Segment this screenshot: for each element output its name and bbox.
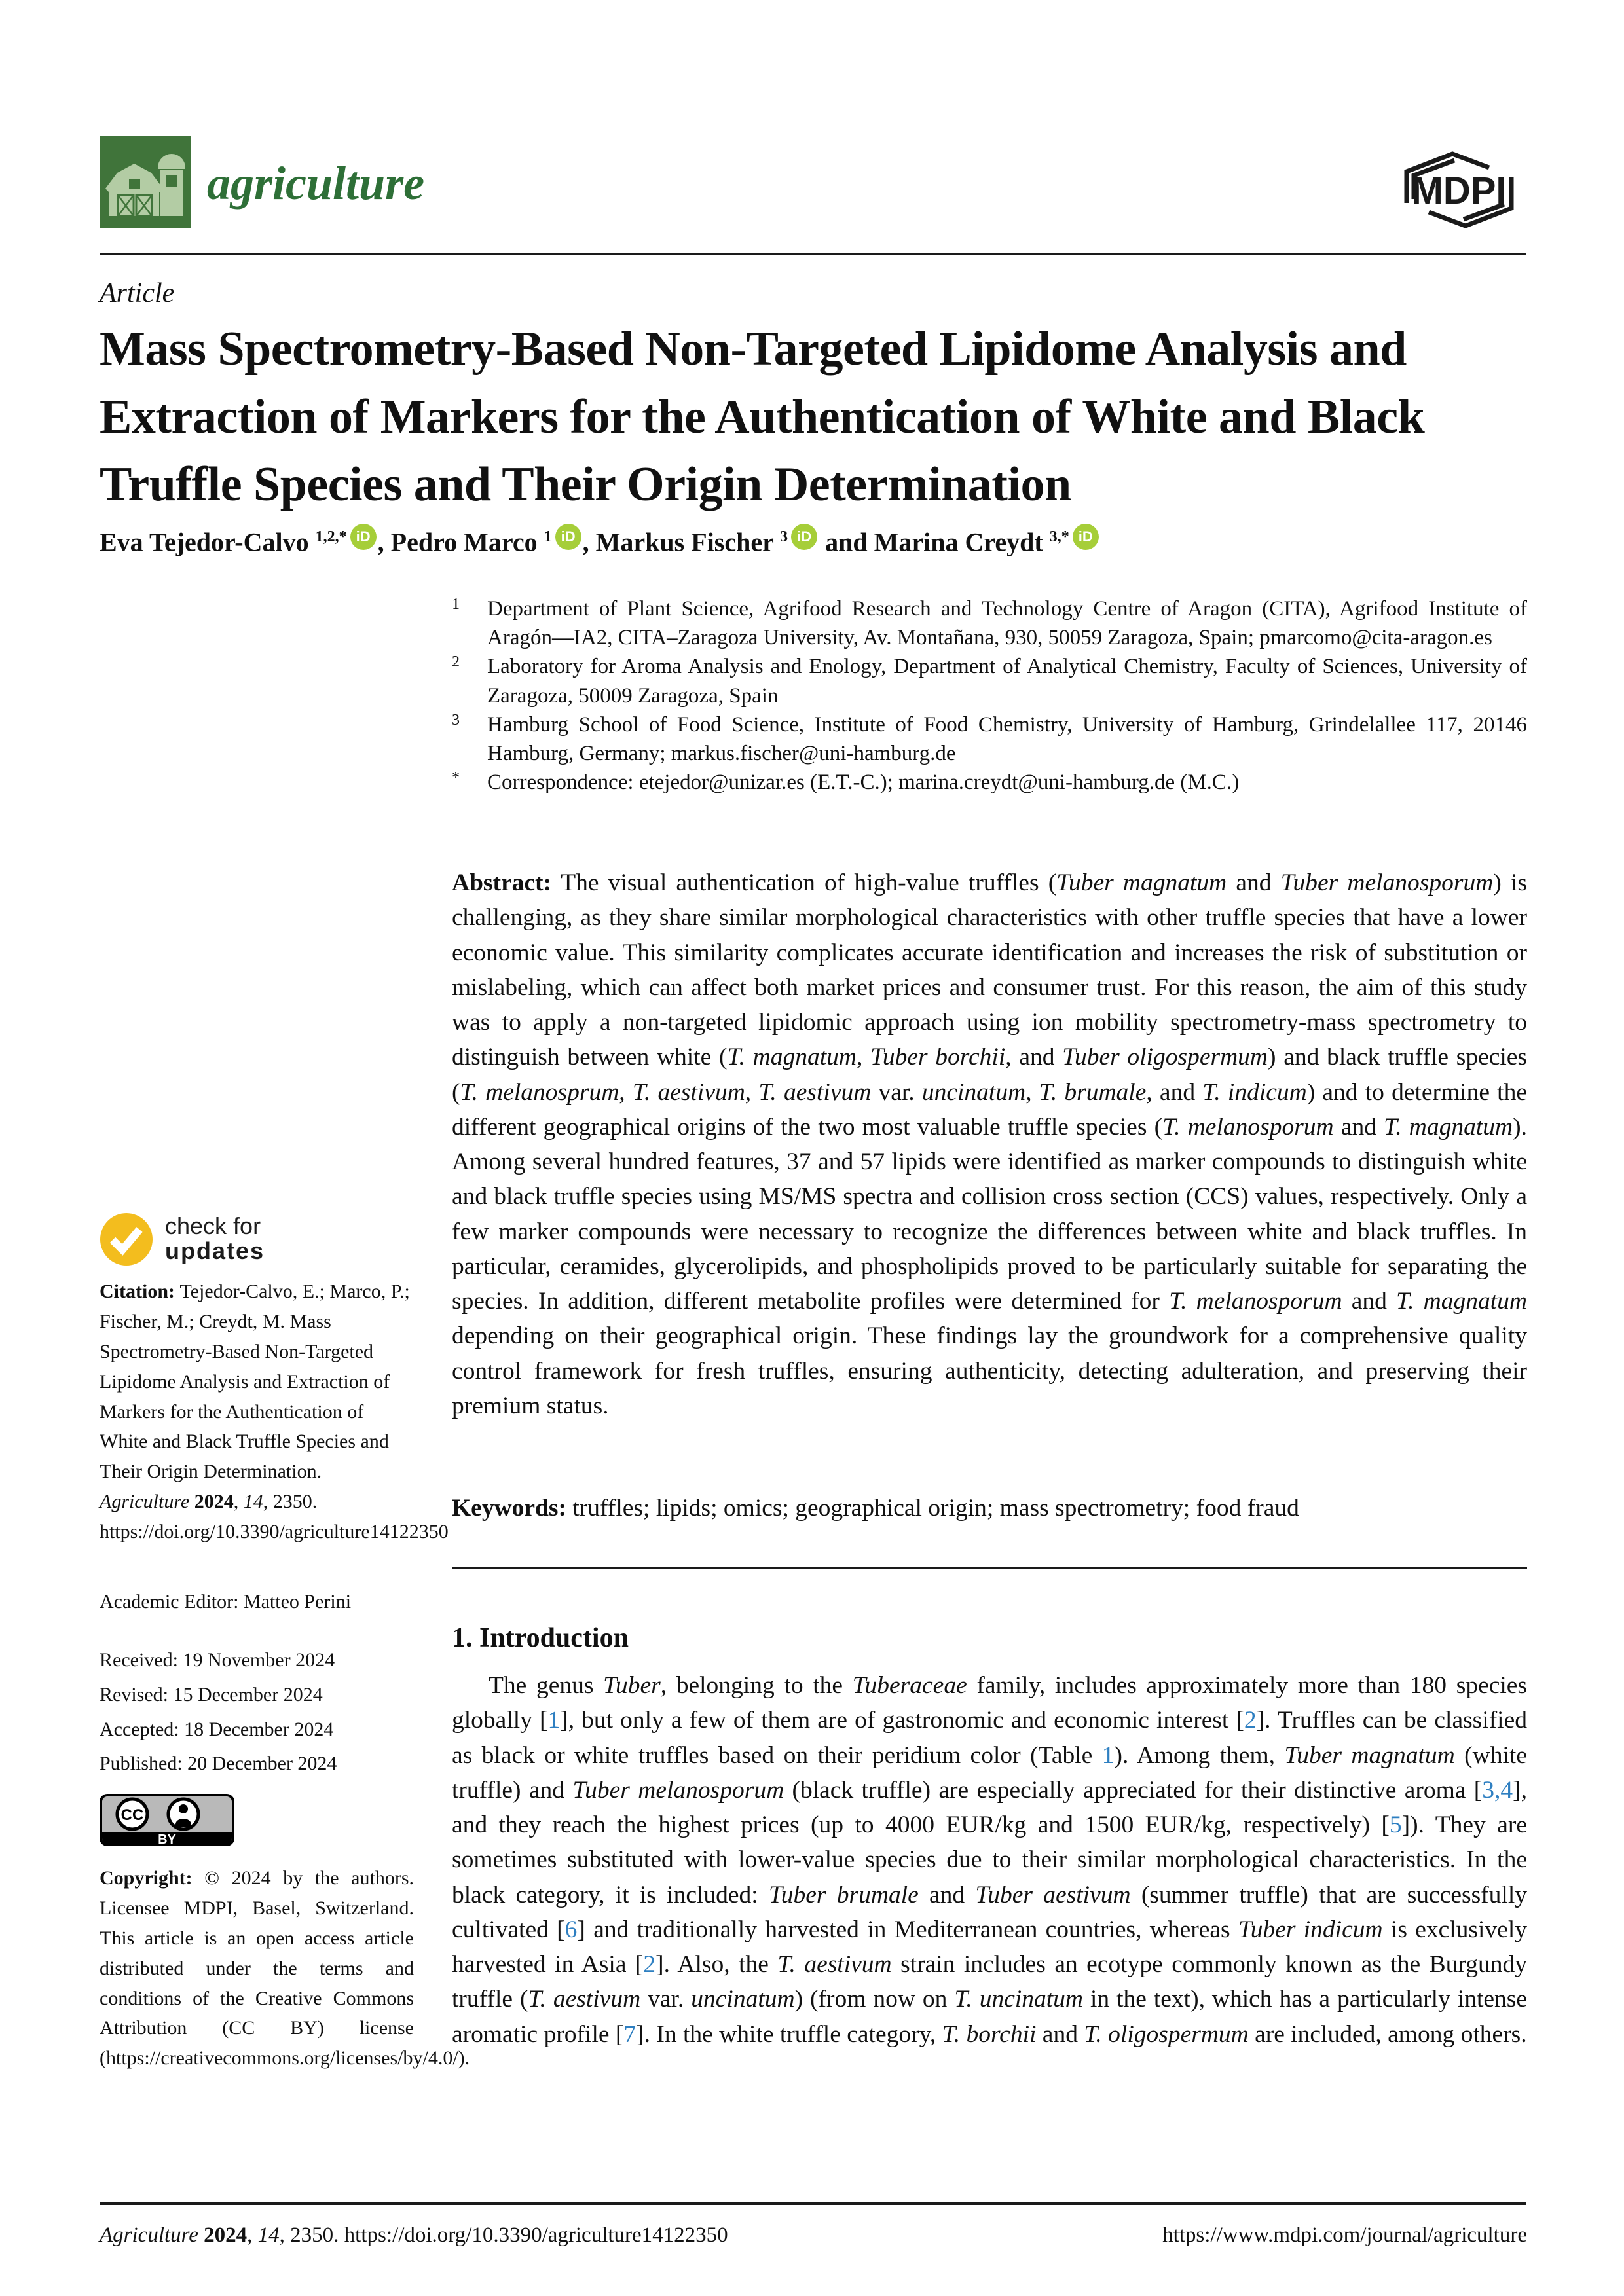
orcid-icon[interactable]: iD [555, 524, 581, 550]
title-line: Truffle Species and Their Origin Determination [100, 458, 1071, 512]
correspondence-text: Correspondence: etejedor@unizar.es (E.T.-C.); marina.creydt@uni-hamburg.de (M.C.) [487, 771, 1240, 795]
cc-letters: CC [120, 1806, 144, 1824]
revised-date: Revised: 15 December 2024 [100, 1683, 323, 1705]
accepted-date: Accepted: 18 December 2024 [100, 1718, 334, 1740]
reference-link[interactable]: 1 [547, 1707, 561, 1734]
agriculture-journal-logo[interactable] [100, 136, 191, 228]
reference-link[interactable]: 2 [1244, 1707, 1257, 1734]
reference-link[interactable]: 2 [643, 1951, 656, 1978]
citation-block: Citation: Tejedor-Calvo, E.; Marco, P.; Fischer, M.; Creydt, M. Mass Spectrometry-Based Non-Targeted Lipidome Analysis and Extraction of Markers for the Authentication of White and Black Truffle Species and Their Origin Determination. Agriculture 2024, 14, 2350. https://doi.org/10.3390/agriculture14122350 [100, 1281, 449, 1543]
affiliations-list [452, 594, 1527, 797]
barn-icon [100, 136, 191, 228]
check-for-label: check for [165, 1212, 261, 1239]
keywords-rule [452, 1567, 1527, 1569]
orcid-icon[interactable]: iD [350, 524, 377, 550]
footer-journal-url[interactable]: https://www.mdpi.com/journal/agriculture [1162, 2223, 1527, 2247]
introduction-paragraph: The genus Tuber, belonging to the Tuberaceae family, includes approximately more than 180 species globally [1], but only a few of them are of gastronomic and economic interest [2]. Truffles can be classified as black or white truffles based on their peridium color (Table 1). Among them, Tuber magnatum (white truffle) and Tuber melanosporum (black truffle) are especially appreciated for their distinctive aroma [3,4], and they reach the highest prices (up to 4000 EUR/kg and 1500 EUR/kg, respectively) [5]). They are sometimes substituted with lower-value species due to their similar morphological characteristics. In the black category, it is included: Tuber brumale and Tuber aestivum (summer truffle) that are successfully cultivated [6] and traditionally harvested in Mediterranean countries, whereas Tuber indicum is exclusively harvested in Asia [2]. Also, the T. aestivum strain includes an ecotype commonly known as the Burgundy truffle (T. aestivum var. uncinatum) (from now on T. uncinatum in the text), which has a particularly intense aromatic profile [7]. In the white truffle category, T. borchii and T. oligospermum are included, among others. [452, 1672, 1528, 2048]
authors-line: Eva Tejedor-Calvo $^{1,2,*}$ iD , Pedro Marco $^1$ iD , Markus Fischer $^3$ iD and Marina Creydt $^{3,*}$ iD [100, 524, 1534, 557]
received-date: Received: 19 November 2024 [100, 1649, 335, 1671]
affiliation-number: 3 [452, 711, 460, 729]
mdpi-wordmark: MDPI [1411, 170, 1507, 212]
reference-link[interactable]: 7 [623, 2020, 637, 2048]
history-dates [100, 1643, 414, 1781]
page-title [100, 316, 1534, 519]
footer-citation: Agriculture 2024, 14, 2350. https://doi.org/10.3390/agriculture14122350 [100, 2223, 728, 2247]
cc-by-license-badge[interactable] [100, 1794, 234, 1846]
reference-link[interactable]: 1 [1101, 1741, 1115, 1769]
academic-editor: Academic Editor: Matteo Perini [100, 1591, 352, 1613]
affiliation-text: Hamburg School of Food Science, Institute of Food Chemistry, University of Hamburg, Grindelallee 117, 20146 Hamburg, Germany; markus.fischer@uni-hamburg.de [487, 712, 1527, 766]
header-rule [100, 253, 1526, 255]
article-type-label: Article [100, 278, 175, 308]
orcid-icon[interactable]: iD [791, 524, 817, 550]
by-letters: BY [158, 1832, 176, 1846]
reference-link[interactable]: 5 [1389, 1812, 1402, 1838]
affiliation-row [452, 594, 1527, 652]
copyright-block: Copyright: © 2024 by the authors. Licensee MDPI, Basel, Switzerland. This article is an open access article distributed under the terms and conditions of the Creative Commons Attribution (CC BY) license (https://creativecommons.org/licenses/by/4.0/). [100, 1867, 470, 2069]
reference-link[interactable]: 6 [564, 1916, 578, 1943]
affiliation-row [452, 652, 1527, 710]
title-line: Mass Spectrometry-Based Non-Targeted Lipidome Analysis and [100, 322, 1407, 376]
check-for-updates-badge[interactable] [100, 1212, 375, 1266]
affiliation-text: Department of Plant Science, Agrifood Research and Technology Centre of Aragon (CITA), Agrifood Institute of Aragón—IA2, CITA–Zaragoza University, Av. Montañana, 930, 50059 Zaragoza, Spain; pmarcomo@cita-aragon.es [487, 597, 1527, 650]
reference-link[interactable]: 3,4 [1482, 1776, 1513, 1804]
journal-name: agriculture [207, 157, 425, 210]
section-heading-introduction: 1. Introduction [452, 1623, 629, 1653]
orcid-icon[interactable]: iD [1073, 524, 1099, 550]
footer-rule [100, 2202, 1526, 2205]
mdpi-logo[interactable] [1392, 145, 1526, 234]
affiliation-number: 2 [452, 653, 460, 671]
published-date: Published: 20 December 2024 [100, 1753, 337, 1775]
abstract: Abstract: The visual authentication of high-value truffles (Tuber magnatum and Tuber melanosporum) is challenging, as they share similar morphological characteristics with other truffle species that have a lower economic value. This similarity complicates accurate identification and increases the risk of substitution or mislabeling, which can affect both market prices and consumer trust. For this reason, the aim of this study was to apply a non-targeted lipidomic approach using ion mobility spectrometry-mass spectrometry to distinguish between white (T. magnatum, Tuber borchii, and Tuber oligospermum) and black truffle species (T. melanosprum, T. aestivum, T. aestivum var. uncinatum, T. brumale, and T. indicum) and to determine the different geographical origins of the two most valuable truffle species (T. melanosporum and T. magnatum). Among several hundred features, 37 and 57 lipids were identified as marker compounds to distinguish white and black truffle species using MS/MS spectra and collision cross section (CCS) values, respectively. Only a few marker compounds were necessary to recognize the differences between white and black truffles. In particular, ceramides, glycerolipids, and phospholipids proved to be particularly suitable for separating the species. In addition, different metabolite profiles were determined for T. melanosporum and T. magnatum depending on their geographical origin. These findings lay the groundwork for a comprehensive quality control framework for fresh truffles, ensuring authenticity, detecting adulteration, and preserving their premium status. [452, 869, 1528, 1419]
person-icon [168, 1799, 198, 1829]
check-for-updates-text [165, 1214, 265, 1264]
affiliation-row [452, 710, 1527, 768]
affiliation-text: Laboratory for Aroma Analysis and Enology, Department of Analytical Chemistry, Faculty of Sciences, University of Zaragoza, 50009 Zaragoza, Spain [487, 655, 1527, 708]
checkmark-icon [100, 1212, 153, 1266]
correspondence-asterisk: * [452, 769, 460, 787]
keywords: Keywords: truffles; lipids; omics; geographical origin; mass spectrometry; food fraud [452, 1495, 1299, 1522]
updates-label: updates [165, 1237, 265, 1264]
title-line: Extraction of Markers for the Authentication of White and Black [100, 390, 1425, 444]
affiliation-number: 1 [452, 596, 460, 613]
correspondence-row [452, 768, 1527, 797]
